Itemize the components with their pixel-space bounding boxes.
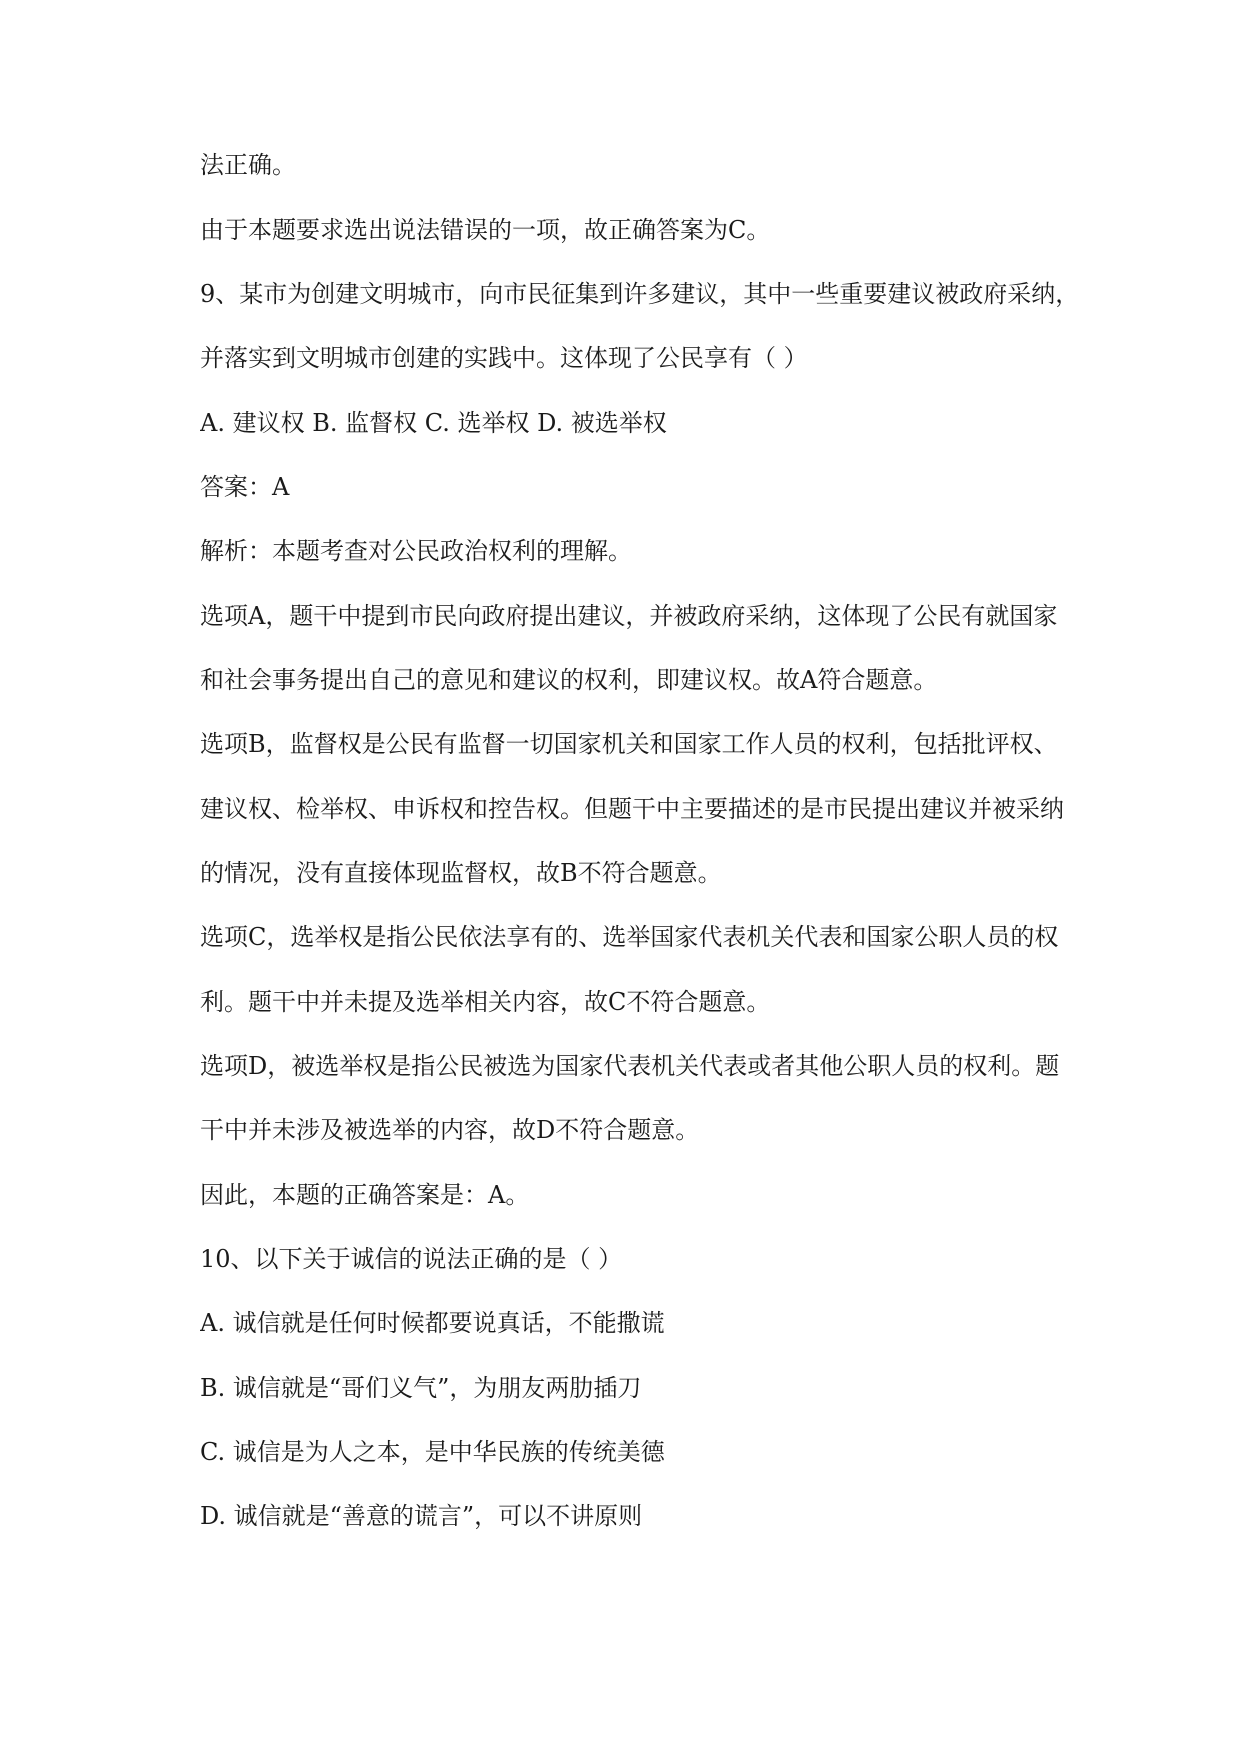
question-9-stem-line-2: 并落实到文明城市创建的实践中。这体现了公民享有（ ） [200,344,808,372]
question-10-stem: 10、以下关于诚信的说法正确的是（ ） [200,1245,623,1273]
analysis-option-a-line-1: 选项A，题干中提到市民向政府提出建议，并被政府采纳，这体现了公民有就国家 [200,602,1058,630]
question-9-stem-line-1: 9、某市为创建文明城市，向市民征集到许多建议，其中一些重要建议被政府采纳， [200,280,1080,308]
analysis-option-c-line-2: 利。题干中并未提及选举相关内容，故C不符合题意。 [200,988,771,1016]
analysis-option-b-line-1: 选项B，监督权是公民有监督一切国家机关和国家工作人员的权利，包括批评权、 [200,730,1058,758]
question-9-answer: 答案：A [200,473,290,501]
question-9-conclusion: 因此，本题的正确答案是：A。 [200,1181,530,1209]
question-10-option-b: B. 诚信就是“哥们义气”，为朋友两肋插刀 [200,1374,642,1402]
question-9-options: A. 建议权 B. 监督权 C. 选举权 D. 被选举权 [200,409,667,437]
analysis-option-d-line-1: 选项D，被选举权是指公民被选为国家代表机关代表或者其他公职人员的权利。题 [200,1052,1060,1080]
text-line-1: 法正确。 [200,151,296,179]
analysis-option-d-line-2: 干中并未涉及被选举的内容，故D不符合题意。 [200,1116,700,1144]
question-10-option-a: A. 诚信就是任何时候都要说真话，不能撒谎 [200,1309,665,1337]
analysis-option-a-line-2: 和社会事务提出自己的意见和建议的权利，即建议权。故A符合题意。 [200,666,938,694]
question-9-analysis-intro: 解析：本题考查对公民政治权利的理解。 [200,537,632,565]
text-line-2: 由于本题要求选出说法错误的一项，故正确答案为C。 [200,216,771,244]
question-10-option-c: C. 诚信是为人之本，是中华民族的传统美德 [200,1438,665,1466]
analysis-option-c-line-1: 选项C，选举权是指公民依法享有的、选举国家代表机关代表和国家公职人员的权 [200,923,1059,951]
question-10-option-d: D. 诚信就是“善意的谎言”，可以不讲原则 [200,1502,643,1530]
analysis-option-b-line-2: 建议权、检举权、申诉权和控告权。但题干中主要描述的是市民提出建议并被采纳 [200,795,1064,823]
analysis-option-b-line-3: 的情况，没有直接体现监督权，故B不符合题意。 [200,859,722,887]
